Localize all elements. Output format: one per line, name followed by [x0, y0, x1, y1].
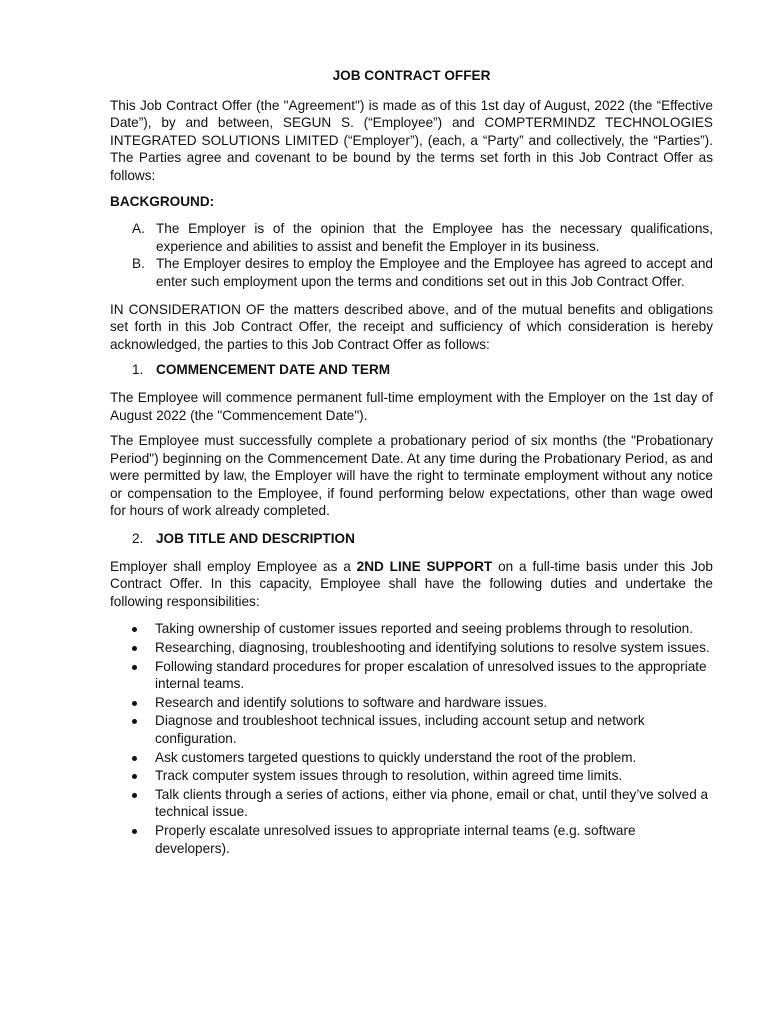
bullet-icon — [132, 774, 137, 779]
bullet-icon — [132, 646, 137, 651]
list-marker: A. — [132, 221, 145, 237]
section-1-heading — [110, 361, 713, 379]
probation-paragraph: The Employee must successfully complete a probationary period of six months (the "Probationary Period") beginning on the Commencement Date. At any time during the Probationary Period, as and were permitted by law, the Employer will have the right to terminate employment without any notice or compensation to the Employee, if found performing below expectations, other than wage owed for hours of work already completed. — [110, 433, 713, 519]
job-title-paragraph — [110, 558, 713, 611]
document-page — [110, 67, 713, 858]
list-item — [110, 749, 713, 767]
list-item-text: Diagnose and troubleshoot technical issues, including account setup and network configuration. — [155, 713, 645, 746]
background-heading: BACKGROUND: — [110, 193, 215, 209]
job-title-bold: 2ND LINE SUPPORT — [356, 558, 493, 574]
list-item-text: Researching, diagnosing, troubleshooting and identifying solutions to resolve system issues. — [155, 640, 710, 656]
intro-paragraph: This Job Contract Offer (the "Agreement") is made as of this 1st day of August, 2022 (the “Effective Date”), by and between, SEGUN S. (“Employee”) and COMPTERMINDZ TECHNOLOGIES INTEGRATED SOLUTIONS LIMITED (“Employer”), (each, a “Party” and collectively, the “Parties”). The Parties agree and covenant to be bound by the terms set forth in this Job Contract Offer as follows: — [110, 97, 713, 183]
section-title: COMMENCEMENT DATE AND TERM — [156, 362, 391, 378]
background-list — [110, 220, 713, 290]
background-item-text: The Employer is of the opinion that the Employee has the necessary qualifications, experience and abilities to assist and benefit the Employer in its business. — [156, 221, 713, 254]
bullet-icon — [132, 701, 137, 706]
bullet-icon — [132, 756, 137, 761]
section-2-heading — [110, 530, 713, 548]
list-item — [110, 712, 713, 747]
list-item — [110, 694, 713, 712]
list-item — [110, 639, 713, 657]
list-item — [110, 620, 713, 638]
list-item — [110, 767, 713, 785]
job-title-text-after: on a full-time basis under this Job Contract Offer. In this capacity, Employee shall have the following duties and undertake the following responsibilities: — [110, 558, 713, 609]
job-title-text-before: Employer shall employ Employee as a — [110, 558, 357, 574]
background-item — [110, 255, 713, 290]
commencement-paragraph: The Employee will commence permanent full-time employment with the Employer on the 1st day of August 2022 (the "Commencement Date"). — [110, 389, 713, 423]
bullet-icon — [132, 719, 137, 724]
list-item — [110, 786, 713, 821]
bullet-icon — [132, 793, 137, 798]
section-number: 1. — [132, 362, 144, 378]
list-item-text: Properly escalate unresolved issues to appropriate internal teams (e.g. software developers). — [155, 822, 636, 856]
background-item — [110, 220, 713, 255]
bullet-icon — [132, 829, 137, 834]
document-title: JOB CONTRACT OFFER — [332, 68, 491, 83]
consideration-paragraph: IN CONSIDERATION OF the matters described above, and of the mutual benefits and obligations set forth in this Job Contract Offer, the receipt and sufficiency of which consideration is hereby acknowledged, the parties to this Job Contract Offer as follows: — [110, 301, 713, 352]
list-item-text: Talk clients through a series of actions, either via phone, email or chat, until they’ve solved a technical issue. — [155, 786, 709, 820]
list-item-text: Taking ownership of customer issues reported and seeing problems through to resolution. — [155, 621, 694, 637]
list-marker: B. — [132, 256, 145, 272]
list-item-text: Ask customers targeted questions to quickly understand the root of the problem. — [155, 749, 637, 765]
section-title: JOB TITLE AND DESCRIPTION — [156, 531, 355, 547]
bullet-icon — [132, 665, 137, 670]
list-item-text: Research and identify solutions to software and hardware issues. — [155, 694, 548, 710]
list-item-text: Track computer system issues through to resolution, within agreed time limits. — [155, 768, 623, 784]
list-item-text: Following standard procedures for proper escalation of unresolved issues to the appropriate internal teams. — [155, 658, 707, 692]
background-item-text: The Employer desires to employ the Employee and the Employee has agreed to accept and enter such employment upon the terms and conditions set out in this Job Contract Offer. — [156, 256, 713, 289]
list-item — [110, 822, 713, 857]
section-number: 2. — [132, 531, 144, 547]
bullet-icon — [132, 627, 137, 632]
responsibilities-list — [110, 620, 713, 857]
list-item — [110, 658, 713, 693]
